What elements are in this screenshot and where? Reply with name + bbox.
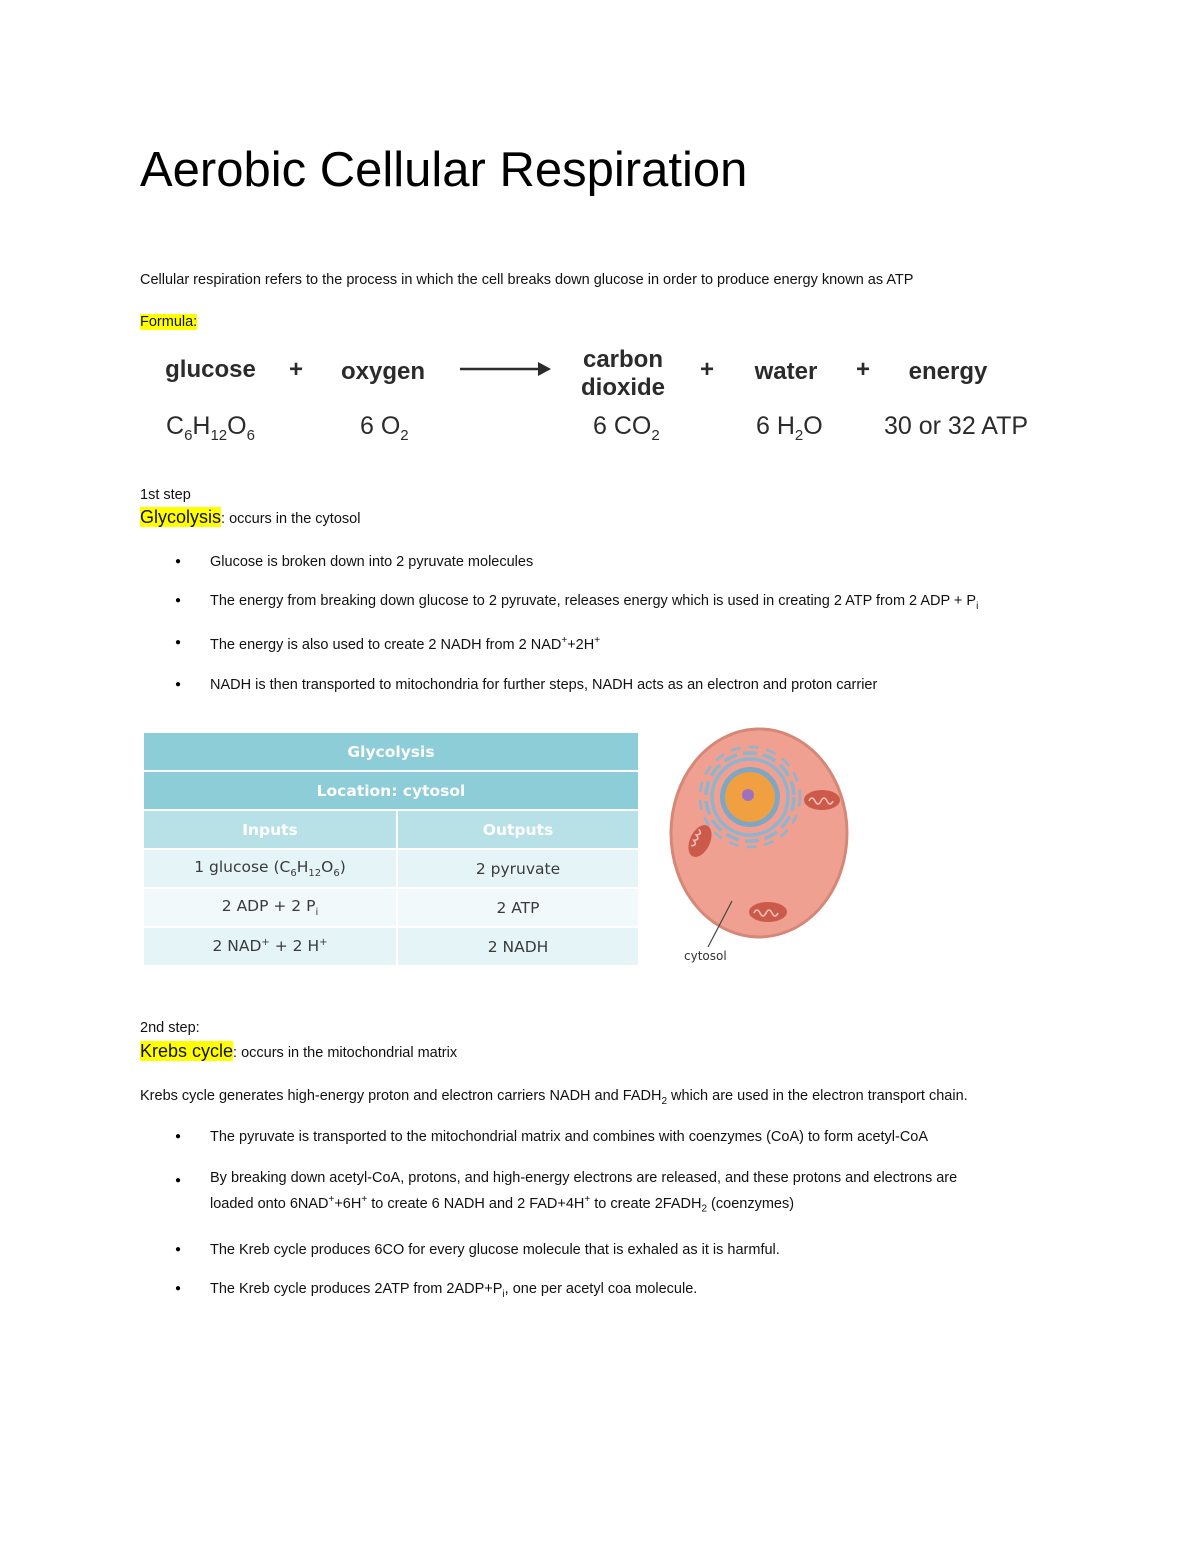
list-item: ● The energy from breaking down glucose to 2 pyruvate, releases energy which is used in creating 2 ATP from 2 ADP + $P_i$ xyxy=(140,593,1100,612)
page-title: Aerobic Cellular Respiration xyxy=(140,143,748,197)
glycolysis-location: : occurs in the cytosol xyxy=(221,511,361,527)
table-row xyxy=(144,849,638,888)
list-item: ● The Kreb cycle produces 2ATP from $2ADP+P_i$, one per acetyl coa molecule. xyxy=(140,1281,1100,1300)
formula-label xyxy=(140,314,197,330)
inputs-header: Inputs xyxy=(144,810,397,849)
row2-output: 2 ATP xyxy=(397,888,638,927)
step2-bullets xyxy=(140,1129,1100,1300)
list-item: ● The pyruvate is transported to the mitochondrial matrix and combines with coenzymes (CoA) to form acetyl-CoA xyxy=(140,1129,1100,1145)
eq-oxygen: oxygen xyxy=(340,358,426,385)
list-item: ● The Kreb cycle produces 6CO for every glucose molecule that is exhaled as it is harmful. xyxy=(140,1242,1100,1258)
glycolysis-table xyxy=(144,733,638,967)
eq-glucose-formula: $C_6H_{12}O_6$ xyxy=(166,412,255,444)
krebs-location: : occurs in the mitochondrial matrix xyxy=(233,1045,458,1061)
eq-oxygen-formula: 6 $O_2$ xyxy=(360,412,409,444)
nucleolus xyxy=(742,789,754,801)
row1-input: 1 glucose $(C_6H_{12}O_6)$ xyxy=(144,849,397,888)
eq-carbon-dioxide xyxy=(573,346,673,402)
row3-input: 2 NAD+ + 2 H+ xyxy=(144,927,397,966)
list-item: ● By breaking down acetyl-CoA, protons, and high-energy electrons are released, and these protons and electrons are loaded onto 6NAD++6H+ to create 6 NADH and 2 FAD+4H+ to create $2FADH_2$ (coenzymes) xyxy=(140,1168,1100,1220)
eq-plus-1: + xyxy=(289,356,304,383)
step2-label: 2nd step: xyxy=(140,1020,200,1036)
row1-output: 2 pyruvate xyxy=(397,849,638,888)
outputs-header: Outputs xyxy=(397,810,638,849)
cytosol-label: cytosol xyxy=(684,949,727,963)
table-title: Glycolysis xyxy=(144,733,638,771)
krebs-intro: Krebs cycle generates high-energy proton and electron carriers NADH and $FADH_2$ which are used in the electron transport chain. xyxy=(140,1088,968,1107)
formula-label-text: Formula: xyxy=(140,314,198,330)
list-item: ● Glucose is broken down into 2 pyruvate molecules xyxy=(140,554,1100,570)
table-row xyxy=(144,927,638,966)
eq-water: water xyxy=(754,358,818,385)
glycolysis-name: Glycolysis xyxy=(140,507,222,527)
reaction-arrow-icon xyxy=(458,358,553,380)
table-location: Location: cytosol xyxy=(144,771,638,810)
table-row xyxy=(144,888,638,927)
step1-heading xyxy=(140,507,360,528)
row2-input: 2 ADP + 2 $P_i$ xyxy=(144,888,397,927)
intro-paragraph: Cellular respiration refers to the process in which the cell breaks down glucose in order to produce energy known as ATP xyxy=(140,272,914,288)
eq-water-formula: 6 $H_2O$ xyxy=(756,412,823,444)
cell-diagram xyxy=(664,725,854,965)
eq-carbon: carbon xyxy=(582,346,663,373)
eq-co2-formula: 6 $CO_2$ xyxy=(593,412,660,444)
list-item: ● The energy is also used to create 2 NADH from 2 NAD++2H+ xyxy=(140,635,1100,653)
step2-heading xyxy=(140,1041,457,1062)
row3-output: 2 NADH xyxy=(397,927,638,966)
eq-plus-3: + xyxy=(856,356,871,383)
krebs-name: Krebs cycle xyxy=(140,1041,234,1061)
eq-atp: 30 or 32 ATP xyxy=(884,412,1029,440)
step1-label: 1st step xyxy=(140,487,191,503)
list-item: ● NADH is then transported to mitochondria for further steps, NADH acts as an electron and proton carrier xyxy=(140,677,1100,693)
step1-bullets xyxy=(140,554,1100,693)
eq-glucose: glucose xyxy=(165,356,256,383)
eq-energy: energy xyxy=(908,358,988,385)
eq-dioxide: dioxide xyxy=(580,374,665,401)
eq-plus-2: + xyxy=(700,356,715,383)
